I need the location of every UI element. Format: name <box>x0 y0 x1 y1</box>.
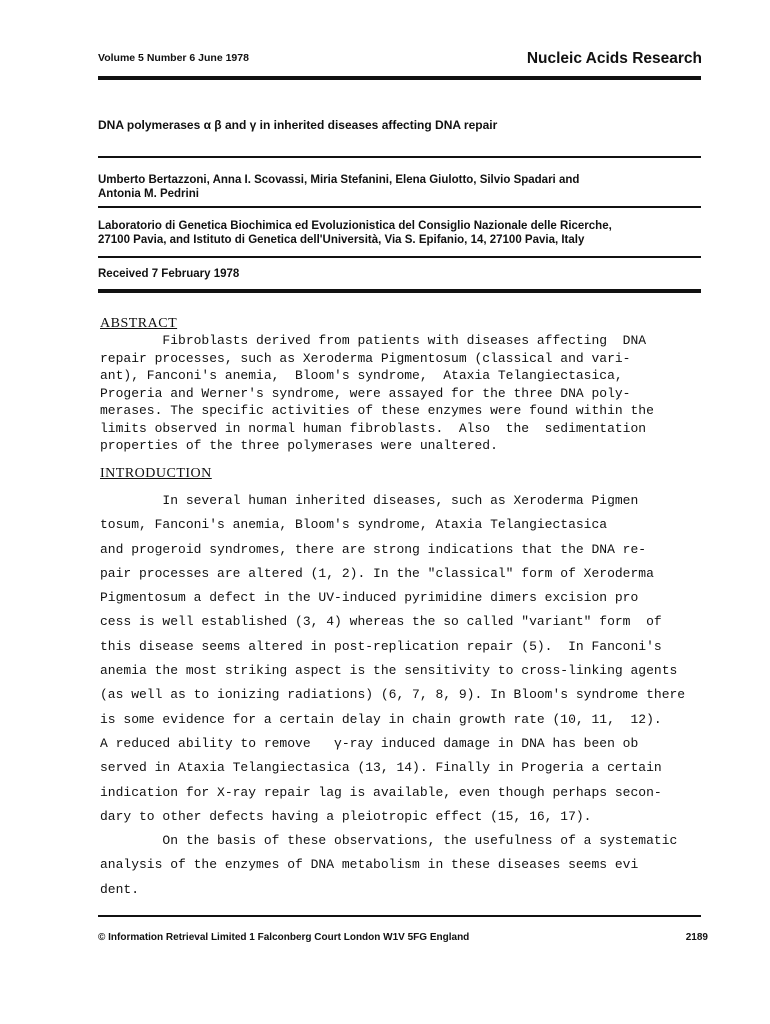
abstract-line: ant), Fanconi's anemia, Bloom's syndrome, Ataxia Telangiectasica, <box>100 368 623 383</box>
introduction-text <box>100 489 690 902</box>
footer-rule <box>98 915 701 917</box>
divider <box>98 206 701 208</box>
authors-line: Umberto Bertazzoni, Anna I. Scovassi, Miria Stefanini, Elena Giulotto, Silvio Spadari and <box>98 174 580 186</box>
intro-line: In several human inherited diseases, such as Xeroderma Pigmen <box>100 493 639 508</box>
intro-line: dary to other defects having a pleiotropic effect (15, 16, 17). <box>100 808 592 824</box>
introduction-heading: INTRODUCTION <box>100 466 212 481</box>
abstract-line: repair processes, such as Xeroderma Pigmentosum (classical and vari- <box>100 350 631 366</box>
intro-line: cess is well established (3, 4) whereas the so called "variant" form of <box>100 614 662 630</box>
page-number: 2189 <box>685 932 708 943</box>
intro-line: indication for X-ray repair lag is available, even though perhaps secon- <box>100 784 662 800</box>
authors <box>98 173 698 201</box>
divider <box>98 156 701 158</box>
abstract-line: limits observed in normal human fibroblasts. Also the sedimentation <box>100 420 647 436</box>
journal-name: Nucleic Acids Research <box>526 50 702 67</box>
intro-line: dent. <box>100 881 140 897</box>
intro-line: pair processes are altered (1, 2). In the "classical" form of Xeroderma <box>100 565 654 581</box>
volume-info: Volume 5 Number 6 June 1978 <box>98 52 249 64</box>
divider-thick <box>98 289 701 293</box>
authors-line: Antonia M. Pedrini <box>98 188 199 200</box>
abstract-line: merases. The specific activities of these enzymes were found within the <box>100 403 654 418</box>
abstract-line: Progeria and Werner's syndrome, were assayed for the three DNA poly- <box>100 385 631 401</box>
received-date: Received 7 February 1978 <box>98 268 240 280</box>
intro-line: analysis of the enzymes of DNA metabolism in these diseases seems evi <box>100 857 639 873</box>
intro-line: this disease seems altered in post-replication repair (5). In Fanconi's <box>100 638 662 654</box>
intro-line: and progeroid syndromes, there are strong indications that the DNA re- <box>100 541 647 557</box>
intro-line: A reduced ability to remove γ-ray induced damage in DNA has been ob <box>100 735 639 751</box>
intro-line: (as well as to ionizing radiations) (6, 7, 8, 9). In Bloom's syndrome there <box>100 687 686 703</box>
article-title: DNA polymerases α β and γ in inherited diseases affecting DNA repair <box>98 118 498 132</box>
publisher-footer: © Information Retrieval Limited 1 Falconberg Court London W1V 5FG England <box>98 932 470 943</box>
abstract-text <box>100 332 672 455</box>
affiliation-line: 27100 Pavia, and Istituto di Genetica dell'Università, Via S. Epifanio, 14, 27100 Pavia, Italy <box>98 234 585 246</box>
affiliation-line: Laboratorio di Genetica Biochimica ed Evoluzionistica del Consiglio Nazionale delle Ricerche, <box>98 220 612 232</box>
abstract-line: Fibroblasts derived from patients with diseases affecting DNA <box>100 333 647 348</box>
affiliation <box>98 219 702 247</box>
abstract-line: properties of the three polymerases were unaltered. <box>100 438 498 453</box>
abstract-heading: ABSTRACT <box>100 316 178 331</box>
intro-line: served in Ataxia Telangiectasica (13, 14). Finally in Progeria a certain <box>100 760 662 776</box>
header-rule <box>98 76 701 80</box>
intro-line: is some evidence for a certain delay in chain growth rate (10, 11, 12). <box>100 711 662 727</box>
intro-line: On the basis of these observations, the usefulness of a systematic <box>100 833 678 849</box>
intro-line: tosum, Fanconi's anemia, Bloom's syndrome, Ataxia Telangiectasica <box>100 517 608 533</box>
divider <box>98 256 701 258</box>
intro-line: Pigmentosum a defect in the UV-induced pyrimidine dimers excision pro <box>100 590 639 606</box>
intro-line: anemia the most striking aspect is the sensitivity to cross-linking agents <box>100 663 678 679</box>
